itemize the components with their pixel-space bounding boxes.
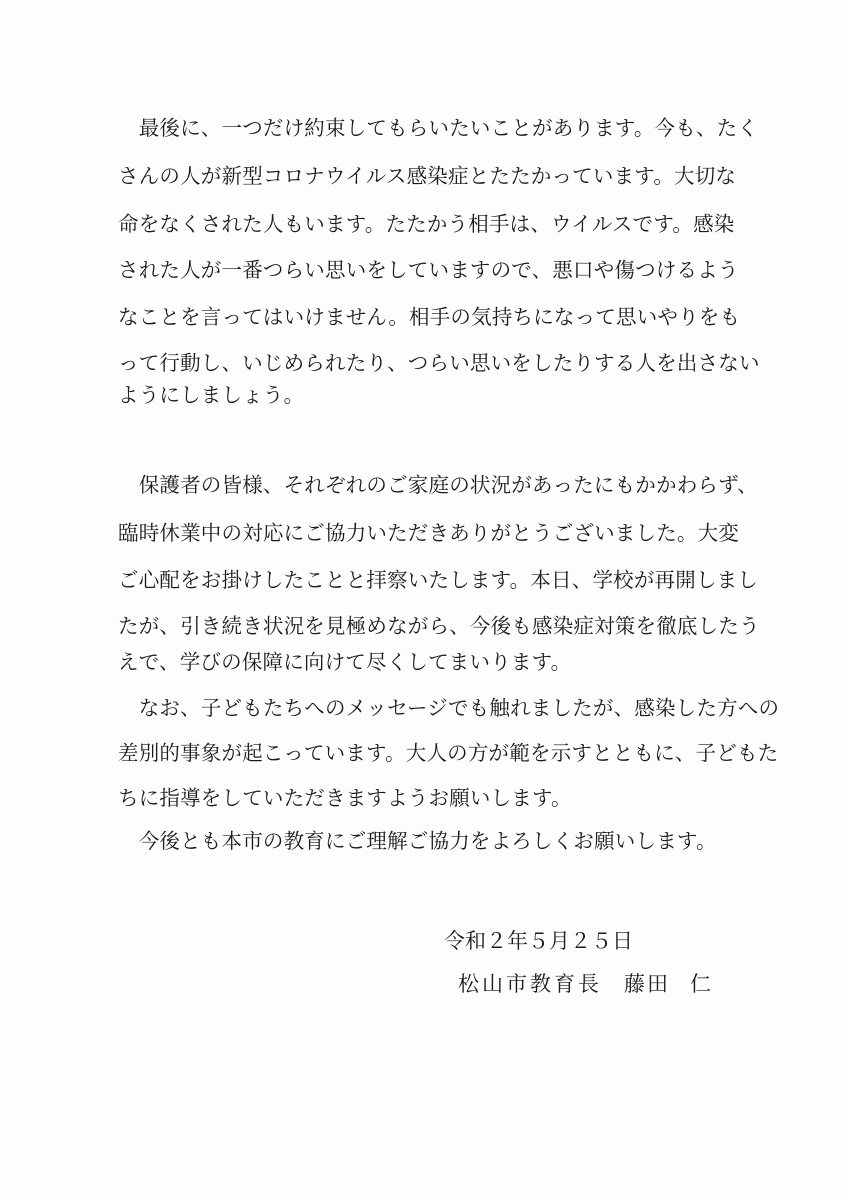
student-message-line: さんの人が新型コロナウイルス感染症とたたかっています。大切な (118, 164, 737, 188)
guardian-paragraph-line: 臨時休業中の対応にご協力いただきありがとうございました。大変 (118, 521, 739, 545)
letter-date: 令和２年５月２５日 (444, 929, 633, 953)
student-message-line: ようにしましょう。 (118, 383, 305, 407)
student-message-line: 最後に、一つだけ約束してもらいたいことがあります。今も、たく (118, 116, 759, 140)
student-message-line: って行動し、いじめられたり、つらい思いをしたりする人を出さない (118, 351, 760, 375)
student-message-line: なことを言ってはいけません。相手の気持ちになって思いやりをも (118, 305, 741, 329)
author-family-name: 藤田 (624, 972, 670, 996)
guardian-paragraph-line: えで、学びの保障に向けて尽くしてまいります。 (118, 650, 572, 674)
guardian-paragraph-line: 差別的事象が起こっています。大人の方が範を示すとともに、子どもた (118, 741, 779, 765)
guardian-paragraph-line: たが、引き続き状況を見極めながら、今後も感染症対策を徹底したう (118, 614, 760, 638)
student-message-line: された人が一番つらい思いをしていますので、悪口や傷つけるよう (118, 258, 739, 282)
author-given-name: 仁 (690, 972, 711, 996)
guardian-paragraph-line: ご心配をお掛けしたことと拝察いたします。本日、学校が再開しまし (118, 568, 759, 592)
letter-author (458, 968, 711, 998)
guardian-paragraph-line: 保護者の皆様、それぞれのご家庭の状況があったにもかかわらず、 (118, 473, 758, 497)
author-title: 松山市教育長 (458, 972, 602, 996)
guardian-paragraph-line: ちに指導をしていただきますようお願いします。 (118, 786, 572, 810)
guardian-paragraph-line: 今後とも本市の教育にご理解ご協力をよろしくお願いします。 (118, 829, 717, 853)
student-message-line: 命をなくされた人もいます。たたかう相手は、ウイルスです。感染 (118, 212, 735, 236)
guardian-paragraph-line: なお、子どもたちへのメッセージでも触れましたが、感染した方への (118, 696, 780, 720)
